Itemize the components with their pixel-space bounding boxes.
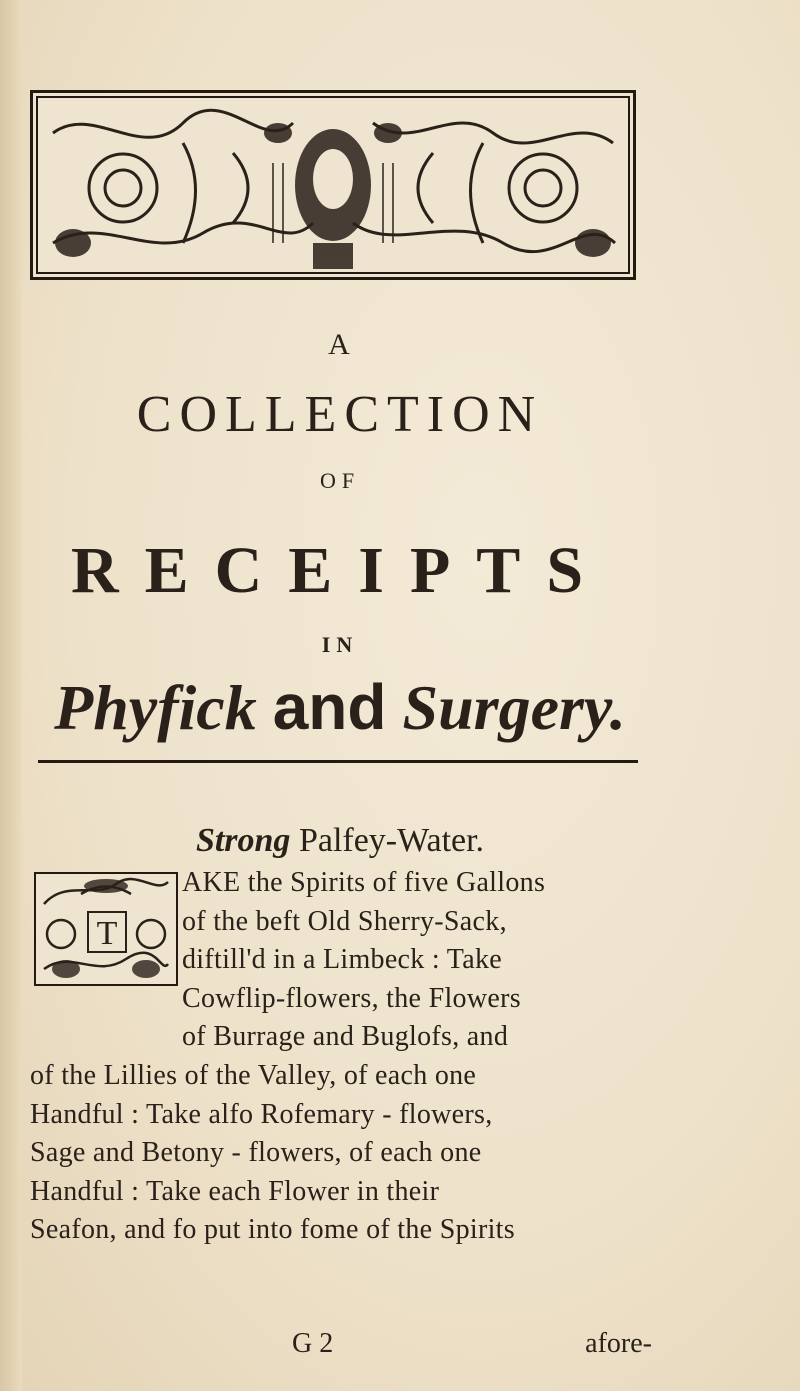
horizontal-rule <box>38 760 638 763</box>
body-line: Sage and Betony - flowers, of each one <box>30 1137 482 1169</box>
page-footer <box>30 1328 656 1368</box>
title-in: IN <box>321 632 359 657</box>
title-receipts: RECEIPTS <box>70 534 610 607</box>
subtitle-surgery: Surgery. <box>402 672 626 743</box>
title-subject <box>0 670 680 745</box>
recipe-heading-italic: Strong <box>195 822 291 859</box>
signature-mark: G 2 <box>292 1328 334 1359</box>
drop-cap-ornament <box>34 872 178 986</box>
title-article: A <box>328 328 352 361</box>
subtitle-and: and <box>272 671 387 743</box>
body-line: of the beft Old Sherry-Sack, <box>182 905 507 937</box>
body-line: Cowflip-flowers, the Flowers <box>182 982 521 1014</box>
body-line: Handful : Take each Flower in their <box>30 1175 440 1207</box>
body-line: AKE the Spirits of five Gallons <box>182 867 546 898</box>
recipe-heading <box>0 822 680 860</box>
body-line: Seafon, and fo put into fome of the Spirits <box>30 1214 515 1246</box>
body-line: of the Lillies of the Valley, of each one <box>30 1059 477 1091</box>
catchword: afore- <box>585 1328 652 1359</box>
title-collection: COLLECTION <box>136 386 544 443</box>
drop-cap-letter: T <box>96 915 118 952</box>
recipe-heading-title: Palfey-Water. <box>298 822 485 859</box>
ornamental-headpiece <box>30 90 636 280</box>
title-of: OF <box>319 468 361 493</box>
body-line: diftill'd in a Limbeck : Take <box>182 944 502 976</box>
subtitle-physick: Phyfick <box>54 672 257 743</box>
body-line: of Burrage and Buglofs, and <box>182 1021 509 1053</box>
body-line: Handful : Take alfo Rofemary - flowers, <box>30 1098 493 1130</box>
